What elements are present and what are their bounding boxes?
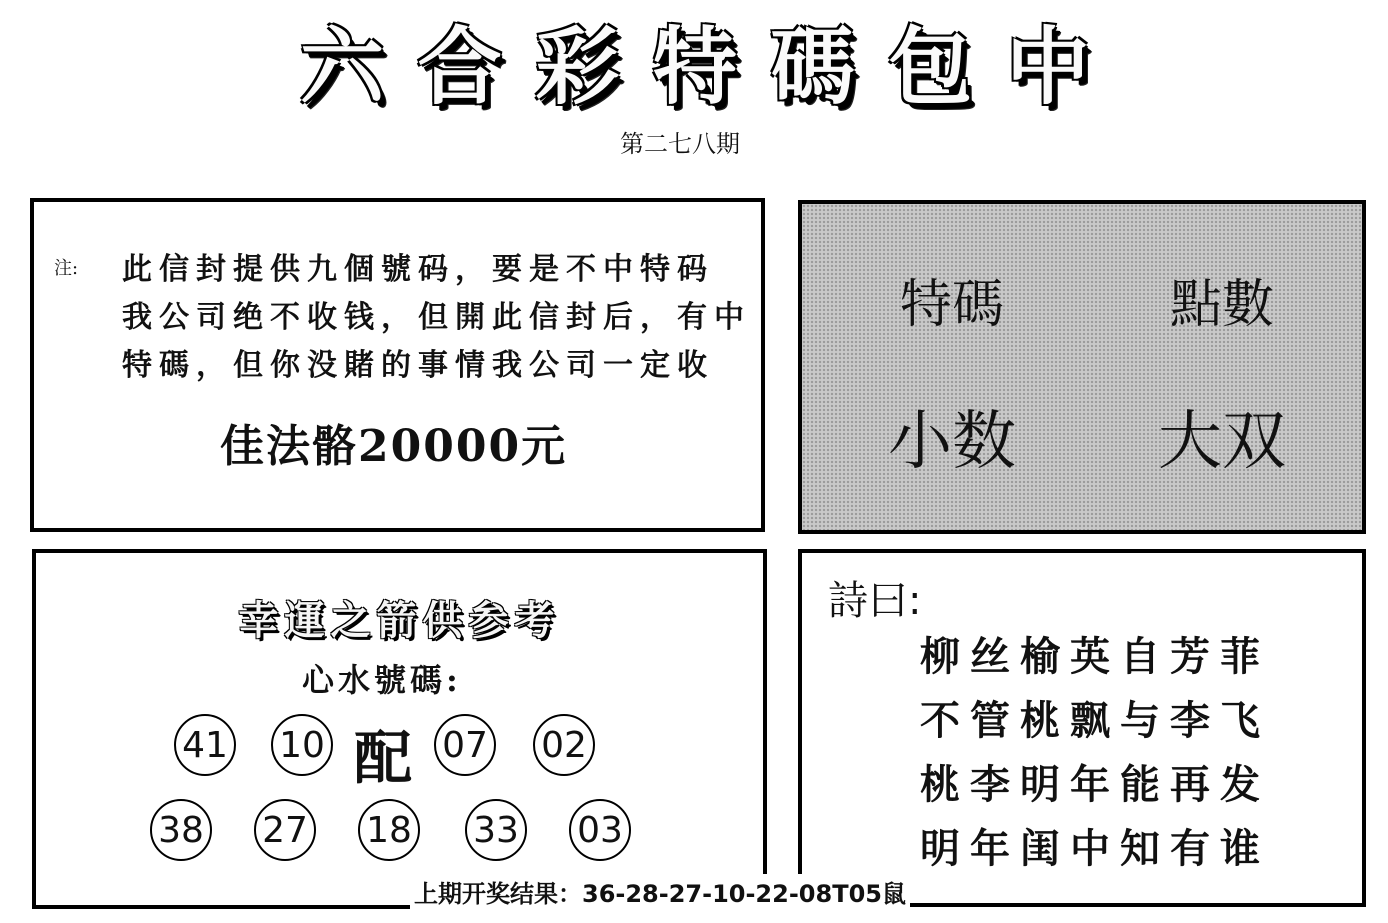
title-char: 包 bbox=[888, 16, 973, 116]
title-char: 合 bbox=[417, 16, 502, 116]
notice-prize: 佳法骼20000元 bbox=[220, 421, 568, 472]
page-title bbox=[300, 10, 1090, 116]
lucky-heading: 幸運之箭供参考 bbox=[238, 597, 561, 644]
poem-text bbox=[920, 625, 1270, 881]
issue-number: 第二七八期 bbox=[620, 130, 740, 158]
number-ball: 41 bbox=[174, 714, 236, 776]
notice-line: 我公司绝不收钱，但開此信封后，有中 bbox=[122, 300, 751, 335]
last-draw-result: 上期开奖结果：36-28-27-10-22-08T05鼠 bbox=[410, 874, 910, 909]
poem-heading: 詩曰: bbox=[828, 578, 922, 624]
notice-lead: 注: bbox=[54, 258, 79, 279]
title-char: 碼 bbox=[770, 16, 855, 116]
title-char: 特 bbox=[652, 16, 737, 116]
lucky-numbers-panel bbox=[32, 549, 767, 909]
number-ball: 18 bbox=[358, 799, 420, 861]
notice-line: 此信封提供九個號码，要是不中特码 bbox=[122, 252, 714, 287]
notice-panel bbox=[30, 198, 765, 532]
number-ball: 07 bbox=[434, 714, 496, 776]
points-label-right: 點數 bbox=[1169, 275, 1274, 335]
title-char: 彩 bbox=[535, 16, 620, 116]
special-points-panel bbox=[798, 200, 1366, 534]
number-ball: 10 bbox=[271, 714, 333, 776]
points-value-left: 小数 bbox=[888, 405, 1016, 479]
number-ball: 38 bbox=[150, 799, 212, 861]
lucky-subheading: 心水號碼: bbox=[302, 661, 462, 699]
notice-text bbox=[122, 246, 751, 390]
number-ball: 03 bbox=[569, 799, 631, 861]
number-ball: 33 bbox=[465, 799, 527, 861]
poem-line: 桃李明年能再发 bbox=[920, 761, 1270, 808]
number-ball: 27 bbox=[254, 799, 316, 861]
poem-panel bbox=[798, 549, 1366, 907]
notice-line: 特碼，但你没賭的事情我公司一定收 bbox=[122, 348, 714, 383]
poem-line: 明年闺中知有谁 bbox=[920, 825, 1270, 872]
pair-label: 配 bbox=[354, 724, 413, 792]
title-char: 六 bbox=[300, 16, 385, 116]
poem-line: 柳丝榆英自芳菲 bbox=[920, 633, 1270, 680]
title-char: 中 bbox=[1005, 16, 1090, 116]
number-ball: 02 bbox=[533, 714, 595, 776]
poem-line: 不管桃飘与李飞 bbox=[920, 697, 1270, 744]
points-label-left: 特碼 bbox=[899, 275, 1004, 335]
points-value-right: 大双 bbox=[1158, 405, 1286, 479]
